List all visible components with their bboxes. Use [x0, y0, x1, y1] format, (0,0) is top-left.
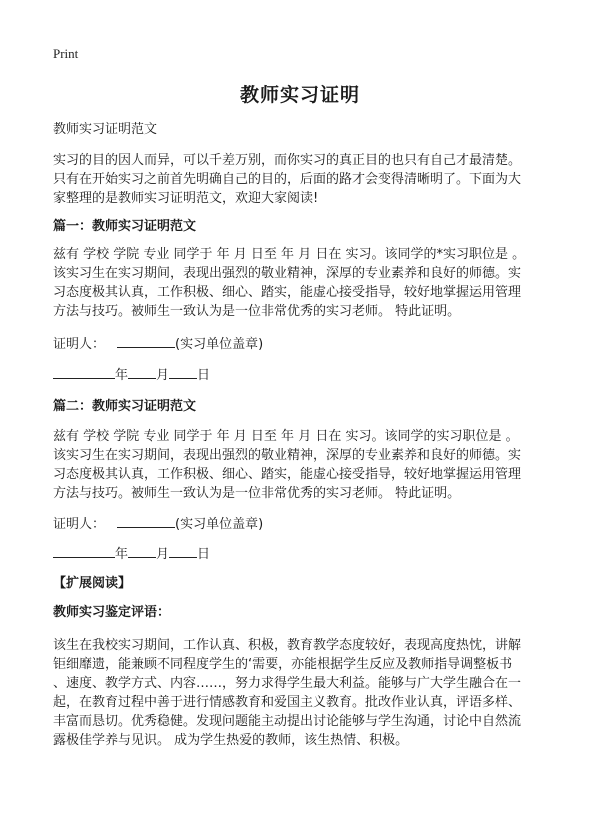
date-line — [53, 364, 553, 385]
document-subtitle: 教师实习证明范文 — [53, 122, 158, 137]
section-body-line: 该实习生在实习期间，表现出强烈的敬业精神，深厚的专业素养和良好的师德。实 — [53, 266, 522, 281]
section-heading: 篇一：教师实习证明范文 — [53, 219, 197, 234]
witness-label: 证明人： — [53, 517, 106, 532]
witness-line — [53, 333, 553, 354]
date-year: 年 — [115, 368, 129, 383]
witness-label: 证明人： — [53, 337, 106, 352]
appraisal-line: 、速度、教学方式、内容……，努力求得学生最大利益。能够与广大学生融合在一 — [53, 676, 522, 691]
page-title: 教师实习证明 — [239, 84, 360, 106]
section-body-line: 习态度极其认真，工作积极、细心、踏实，能虚心接受指导，较好地掌握运用管理 — [53, 467, 522, 482]
date-line — [53, 543, 553, 564]
year-blank — [53, 364, 115, 379]
year-blank — [53, 543, 115, 558]
section-body-line: 兹有 学校 学院 专业 同学于 年 月 日至 年 月 日在 实习。该同学的实习职位是 。 — [53, 429, 519, 444]
appraisal-line: 该生在我校实习期间，工作认真、积极，教育教学态度较好，表现高度热忱，讲解 — [53, 638, 522, 653]
section-body-line: 习态度极其认真，工作积极、细心、踏实，能虚心接受指导，较好地掌握运用管理 — [53, 285, 522, 300]
appraisal-line: 丰富而恳切。优秀稳健。发现问题能主动提出讨论能够与学生沟通，讨论中自然流 — [53, 714, 522, 729]
extended-reading-label: 【扩展阅读】 — [53, 576, 132, 591]
witness-blank — [117, 333, 175, 348]
date-day: 日 — [197, 547, 211, 562]
intro-line: 家整理的是教师实习证明范文，欢迎大家阅读! — [53, 191, 319, 206]
intro-line: 只有在开始实习之前首先明确自己的目的，后面的路才会变得清晰明了。下面为大 — [53, 172, 522, 187]
appraisal-heading: 教师实习鉴定评语： — [53, 605, 171, 620]
section-body-line: 兹有 学校 学院 专业 同学于 年 月 日至 年 月 日在 实习。该同学的*实习职位是 。 — [53, 247, 526, 262]
month-blank — [128, 543, 156, 558]
appraisal-line: 起，在教育过程中善于进行情感教育和爱国主义教育。批改作业认真，评语多样、 — [53, 695, 522, 710]
section-body-line: 方法与技巧。被师生一致认为是一位非常优秀的实习老师。 特此证明。 — [53, 486, 461, 501]
date-month: 月 — [156, 547, 170, 562]
intro-line: 实习的目的因人而异，可以千差万别，而你实习的真正目的也只有自己才最清楚。 — [53, 153, 522, 168]
witness-line — [53, 513, 553, 534]
day-blank — [169, 543, 197, 558]
section-body-line: 方法与技巧。被师生一致认为是一位非常优秀的实习老师。 特此证明。 — [53, 304, 461, 319]
appraisal-line: 钜细靡遗，能兼顾不同程度学生的‘需要，亦能根据学生反应及教师指导调整板书 — [53, 657, 513, 672]
date-year: 年 — [115, 547, 129, 562]
date-day: 日 — [197, 368, 211, 383]
witness-blank — [117, 513, 175, 528]
stamp-note: (实习单位盖章) — [175, 517, 264, 532]
print-link[interactable]: Print — [53, 46, 79, 61]
day-blank — [169, 364, 197, 379]
month-blank — [128, 364, 156, 379]
section-heading: 篇二：教师实习证明范文 — [53, 399, 197, 414]
stamp-note: (实习单位盖章) — [175, 337, 264, 352]
section-body-line: 该实习生在实习期间，表现出强烈的敬业精神，深厚的专业素养和良好的师德。实 — [53, 448, 522, 463]
appraisal-line: 露极佳学养与见识。 成为学生热爱的教师，该生热情、积极。 — [53, 733, 409, 748]
date-month: 月 — [156, 368, 170, 383]
